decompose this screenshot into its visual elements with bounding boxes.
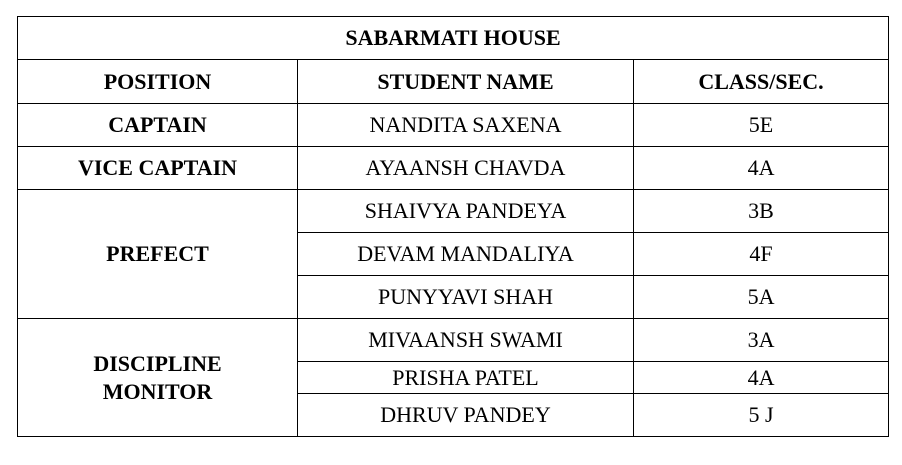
- position-captain: CAPTAIN: [18, 104, 298, 147]
- table-row: [18, 104, 889, 147]
- discipline-line-1: DISCIPLINE: [93, 350, 222, 376]
- header-class-sec: CLASS/SEC.: [634, 60, 889, 104]
- class-cell: 4F: [634, 233, 889, 276]
- discipline-line-2: MONITOR: [102, 378, 213, 404]
- student-name-cell: PUNYYAVI SHAH: [298, 276, 634, 319]
- header-row: [18, 60, 889, 104]
- position-vice-captain: VICE CAPTAIN: [18, 147, 298, 190]
- table-title: SABARMATI HOUSE: [18, 17, 889, 60]
- header-student-name: STUDENT NAME: [298, 60, 634, 104]
- student-name-cell: PRISHA PATEL: [298, 362, 634, 394]
- position-discipline-monitor: [18, 319, 298, 437]
- class-cell: 3A: [634, 319, 889, 362]
- student-name-cell: MIVAANSH SWAMI: [298, 319, 634, 362]
- table-row: [18, 319, 889, 362]
- header-position: POSITION: [18, 60, 298, 104]
- class-cell: 4A: [634, 362, 889, 394]
- house-table: [17, 16, 889, 437]
- student-name-cell: NANDITA SAXENA: [298, 104, 634, 147]
- title-row: [18, 17, 889, 60]
- student-name-cell: DHRUV PANDEY: [298, 394, 634, 437]
- class-cell: 5 J: [634, 394, 889, 437]
- class-cell: 5A: [634, 276, 889, 319]
- class-cell: 4A: [634, 147, 889, 190]
- position-prefect: PREFECT: [18, 190, 298, 319]
- class-cell: 3B: [634, 190, 889, 233]
- student-name-cell: SHAIVYA PANDEYA: [298, 190, 634, 233]
- table-row: [18, 147, 889, 190]
- class-cell: 5E: [634, 104, 889, 147]
- student-name-cell: DEVAM MANDALIYA: [298, 233, 634, 276]
- table-row: [18, 190, 889, 233]
- student-name-cell: AYAANSH CHAVDA: [298, 147, 634, 190]
